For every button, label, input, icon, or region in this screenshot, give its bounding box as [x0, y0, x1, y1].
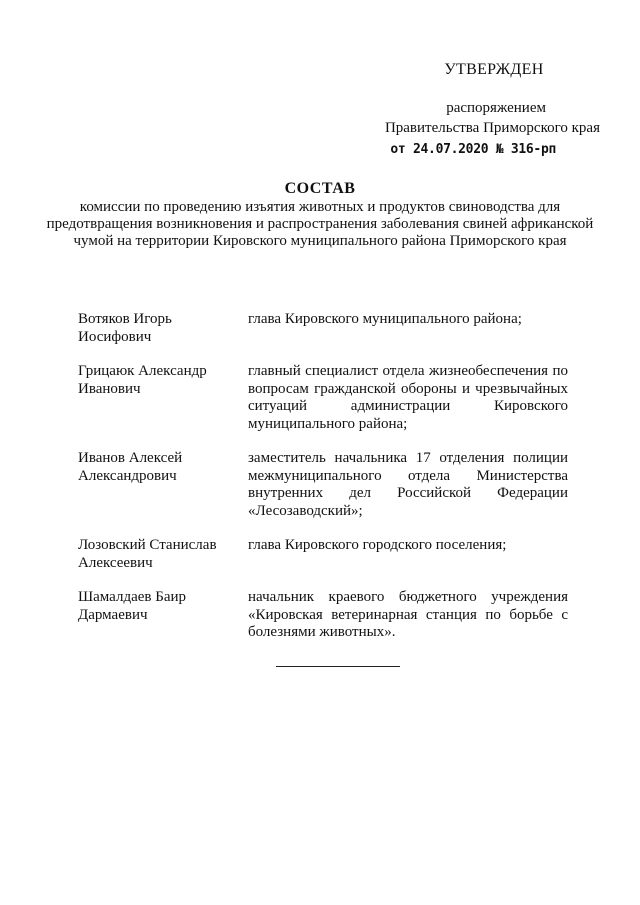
document-title: СОСТАВ	[284, 180, 356, 197]
member-row	[78, 589, 568, 642]
member-role: начальник краевого бюджетного учреждения «Кировская ветеринарная станция по борьбе с болезнями животных».	[248, 589, 568, 640]
member-name: Грицаюк Александр Иванович	[78, 363, 207, 397]
member-name: Шамалдаев Баир Дармаевич	[78, 589, 187, 623]
closing-divider	[276, 666, 400, 667]
member-row	[78, 537, 568, 572]
member-row	[78, 450, 568, 520]
approval-block	[360, 60, 600, 160]
approval-doc-reference: от 24.07.2020 № 316-рп	[390, 142, 556, 157]
member-role: глава Кировского городского поселения;	[248, 537, 507, 553]
member-role: заместитель начальника 17 отделения полиции межмуниципального отдела Министерства внутренних дел Российской Федерации «Лесозаводский»;	[248, 450, 568, 519]
document-heading	[40, 180, 600, 250]
member-name: Лозовский Станислав Алексеевич	[78, 537, 217, 571]
document-subtitle: комиссии по проведению изъятия животных и продуктов свиноводства для предотвращения возникновения и распространения заболевания свиней африканской чумой на территории Кировского муниципального района Приморского края	[46, 199, 594, 249]
approval-by-order: распоряжением	[446, 100, 546, 116]
member-name: Вотяков Игорь Иосифович	[78, 311, 172, 345]
member-row	[78, 311, 568, 346]
member-name: Иванов Алексей Александрович	[78, 450, 183, 484]
approval-authority: Правительства Приморского края	[384, 120, 600, 136]
approved-stamp: УТВЕРЖДЕН	[444, 61, 544, 78]
member-role: главный специалист отдела жизнеобеспечения по вопросам гражданской обороны и чрезвычайных ситуаций администрации Кировского муниципального района;	[248, 363, 568, 432]
member-role: глава Кировского муниципального района;	[248, 311, 522, 327]
member-row	[78, 363, 568, 433]
members-list	[78, 311, 568, 659]
